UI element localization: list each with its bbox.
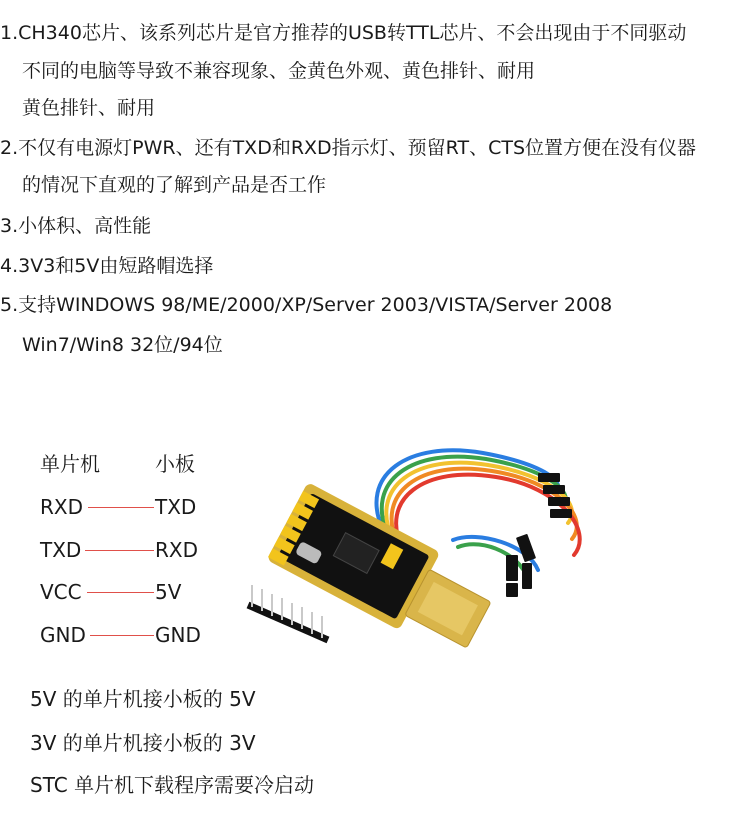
feature-4-line-1: 4.3V3和5V由短路帽选择 [0,255,214,277]
wiring-row-1-right: TXD [155,495,197,519]
feature-2-line-1: 2.不仅有电源灯PWR、还有TXD和RXD指示灯、预留RT、CTS位置方便在没有仪器 [0,137,697,159]
feature-1-line-3: 黄色排针、耐用 [22,97,156,119]
wiring-row-3-left: VCC [40,580,82,604]
feature-1-line-2: 不同的电脑等导致不兼容现象、金黄色外观、黄色排针、耐用 [22,60,536,82]
wiring-header-mcu: 单片机 [40,452,100,476]
note-5v: 5V 的单片机接小板的 5V [30,687,256,711]
note-stc-cold-start: STC 单片机下载程序需要冷启动 [30,773,315,797]
wire-1 [88,507,154,508]
feature-5-line-2: Win7/Win8 32位/94位 [22,334,223,356]
product-photo [238,435,608,675]
wire-3 [87,592,154,593]
wiring-row-4-right: GND [155,623,201,647]
wiring-header-board: 小板 [155,452,195,476]
pin-header-icon [248,585,328,640]
feature-2-line-2: 的情况下直观的了解到产品是否工作 [22,174,327,196]
feature-3-line-1: 3.小体积、高性能 [0,215,152,237]
wire-4 [90,635,154,636]
wiring-row-1-left: RXD [40,495,83,519]
feature-5-line-1: 5.支持WINDOWS 98/ME/2000/XP/Server 2003/VISTA/Server 2008 [0,294,613,316]
wire-2 [85,550,154,551]
feature-1-line-1: 1.CH340芯片、该系列芯片是官方推荐的USB转TTL芯片、不会出现由于不同驱动 [0,22,687,44]
wiring-row-3-right: 5V [155,580,182,604]
wiring-row-2-left: TXD [40,538,82,562]
wiring-row-4-left: GND [40,623,86,647]
note-3v: 3V 的单片机接小板的 3V [30,731,256,755]
wiring-row-2-right: RXD [155,538,198,562]
